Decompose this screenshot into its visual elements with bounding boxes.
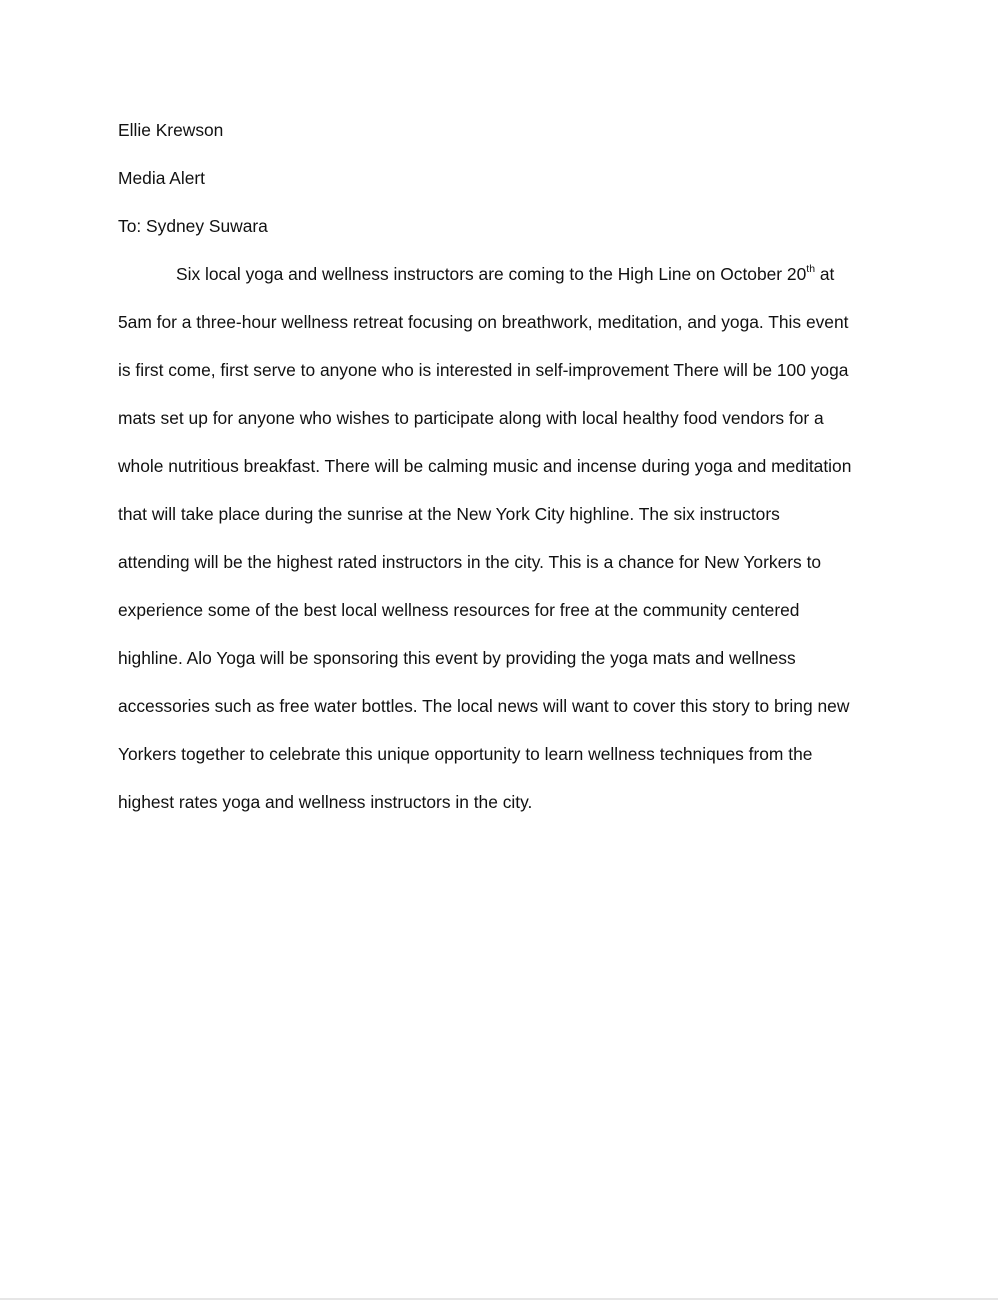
paragraph-line: attending will be the highest rated instructors in the city. This is a chance for New Yorkers to [118, 552, 822, 572]
paragraph-line: is first come, first serve to anyone who is interested in self-improvement There will be 100 yoga [118, 360, 849, 380]
paragraph-line-1 [176, 263, 835, 284]
ordinal-suffix: th [806, 263, 816, 275]
paragraph-line: accessories such as free water bottles. The local news will want to cover this story to bring new [118, 696, 850, 716]
line1-text: Six local yoga and wellness instructors are coming to the High Line on October 20 [176, 264, 807, 284]
paragraph-line: experience some of the best local wellness resources for free at the community centered [118, 600, 800, 620]
paragraph-line: whole nutritious breakfast. There will be calming music and incense during yoga and meditation [118, 456, 852, 476]
paragraph-line: that will take place during the sunrise at the New York City highline. The six instructors [118, 504, 780, 524]
paragraph-line: highline. Alo Yoga will be sponsoring this event by providing the yoga mats and wellness [118, 648, 796, 668]
recipient-line: To: Sydney Suwara [118, 216, 268, 236]
paragraph-line: 5am for a three-hour wellness retreat focusing on breathwork, meditation, and yoga. This event [118, 312, 849, 332]
author-name: Ellie Krewson [118, 120, 224, 140]
document-type: Media Alert [118, 168, 205, 188]
paragraph-line: mats set up for anyone who wishes to participate along with local healthy food vendors for a [118, 408, 824, 428]
line1-text-end: at [815, 264, 835, 284]
paragraph-line: highest rates yoga and wellness instructors in the city. [118, 792, 533, 812]
paragraph-line: Yorkers together to celebrate this unique opportunity to learn wellness techniques from the [118, 744, 813, 764]
